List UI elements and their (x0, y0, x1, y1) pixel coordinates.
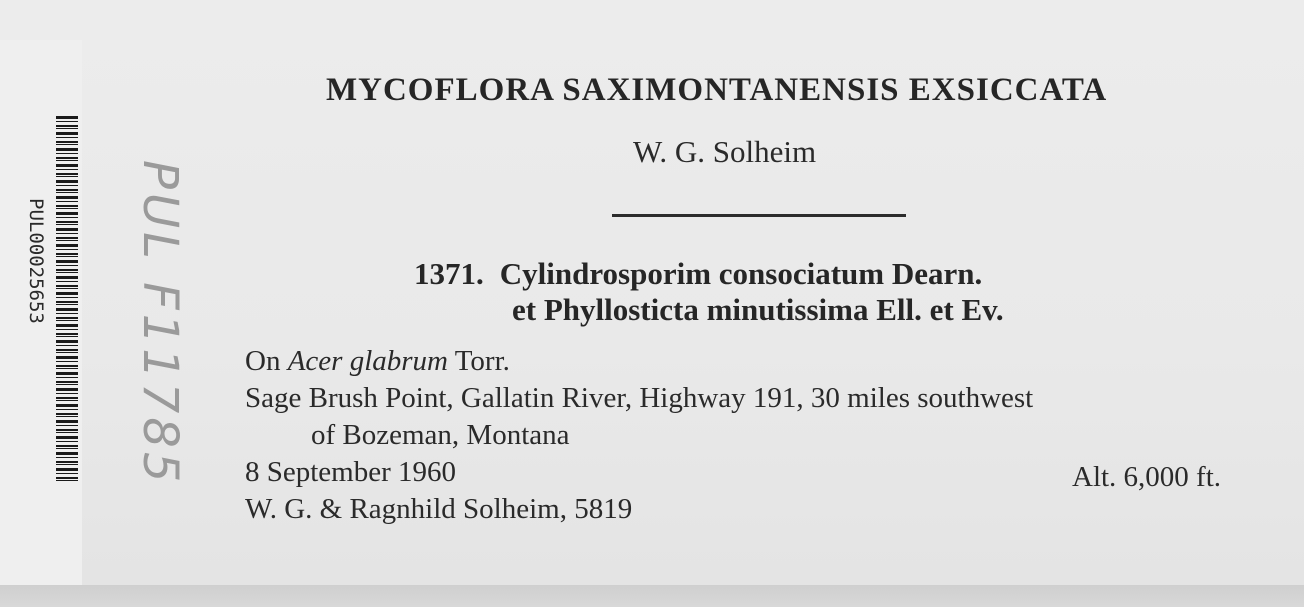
series-title: MYCOFLORA SAXIMONTANENSIS EXSICCATA (326, 72, 1108, 108)
collection-details (245, 343, 1033, 528)
editor-name: W. G. Solheim (633, 134, 817, 169)
handwritten-annotation: PUL F11785 (132, 160, 188, 487)
host-line (245, 343, 1033, 380)
barcode (56, 116, 78, 484)
altitude: Alt. 6,000 ft. (1072, 461, 1222, 493)
host-name: Acer glabrum (287, 345, 448, 377)
taxon-heading (414, 256, 982, 292)
taxon-line-1: Cylindrosporim consociatum Dearn. (499, 256, 983, 291)
collectors: W. G. & Ragnhild Solheim, 5819 (245, 493, 633, 525)
label-bottom-edge (0, 585, 1304, 607)
host-author: Torr. (454, 345, 510, 377)
taxon-line-2: et Phyllosticta minutissima Ell. et Ev. (512, 292, 1004, 327)
barcode-number: PUL00025653 (25, 198, 47, 324)
collection-date: 8 September 1960 (245, 456, 457, 488)
divider-rule (612, 214, 906, 217)
locality-line-2: of Bozeman, Montana (311, 419, 570, 451)
specimen-number: 1371. (414, 256, 484, 291)
locality-line-1: Sage Brush Point, Gallatin River, Highway 191, 30 miles southwest (245, 382, 1034, 414)
host-prefix: On (245, 345, 281, 377)
